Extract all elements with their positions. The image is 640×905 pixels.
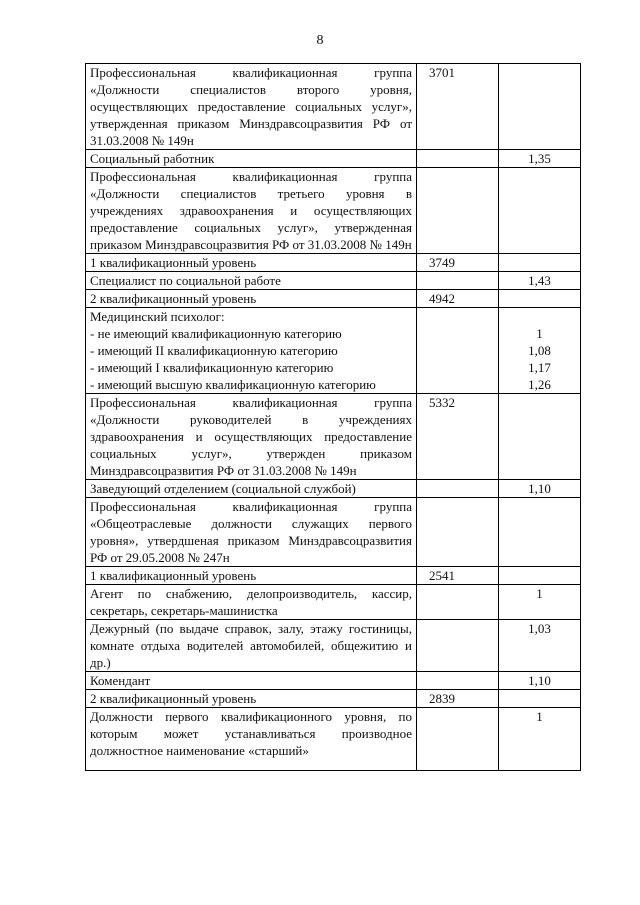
coefficient: 1 bbox=[499, 708, 581, 771]
coefficient: 1,43 bbox=[499, 272, 581, 290]
base-salary: 2541 bbox=[417, 567, 499, 585]
position-name: Профессиональная квалификационная группа «Должности специалистов второго уровня, осуществляющих предоставление социальных услуг», утвержденная приказом Минздравсоцразвития РФ от 31.03.2008 № 149н bbox=[86, 64, 417, 150]
coefficient bbox=[499, 290, 581, 308]
base-salary bbox=[417, 708, 499, 771]
coefficient bbox=[499, 254, 581, 272]
table-row bbox=[86, 690, 581, 708]
table-row bbox=[86, 168, 581, 254]
base-salary bbox=[417, 150, 499, 168]
table-row bbox=[86, 708, 581, 771]
position-name: Дежурный (по выдаче справок, залу, этажу гостиницы, комнате отдыха водителей автомобилей, общежитию и др.) bbox=[86, 620, 417, 672]
position-name: Профессиональная квалификационная группа «Общеотраслевые должности служащих первого уровня», утвердшеная приказом Минздравсоцразвития РФ от 29.05.2008 № 247н bbox=[86, 498, 417, 567]
coefficient: 1,08 bbox=[528, 343, 551, 358]
table-row bbox=[86, 585, 581, 620]
position-name: 2 квалификационный уровень bbox=[86, 290, 417, 308]
table-row bbox=[86, 254, 581, 272]
coefficient: 1,03 bbox=[499, 620, 581, 672]
coefficient bbox=[499, 394, 581, 480]
salary-table bbox=[85, 63, 581, 771]
table-row bbox=[86, 567, 581, 585]
position-name: Заведующий отделением (социальной службой) bbox=[86, 480, 417, 498]
table-row bbox=[86, 498, 581, 567]
base-salary: 3701 bbox=[417, 64, 499, 150]
table-row bbox=[86, 620, 581, 672]
coefficient-list bbox=[499, 308, 581, 394]
position-variant: - имеющий I квалификационную категорию bbox=[90, 360, 334, 375]
page-number: 8 bbox=[316, 33, 324, 48]
base-salary: 4942 bbox=[417, 290, 499, 308]
position-name: 1 квалификационный уровень bbox=[86, 567, 417, 585]
base-salary bbox=[417, 672, 499, 690]
position-name: Социальный работник bbox=[86, 150, 417, 168]
coefficient: 1,17 bbox=[528, 360, 551, 375]
base-salary bbox=[417, 585, 499, 620]
position-name: Должности первого квалификационного уровня, по которым может устанавливаться производное должностное наименование «старший» bbox=[86, 708, 417, 771]
position-name: Агент по снабжению, делопроизводитель, кассир, секретарь, секретарь-машинистка bbox=[86, 585, 417, 620]
position-name-list bbox=[86, 308, 417, 394]
position-name: Профессиональная квалификационная группа «Должности специалистов третьего уровня в учреждениях здравоохранения и осуществляющих предоставление социальных услуг», утвержденная приказом Минздравсоцразвития РФ от 31.03.2008 № 149н bbox=[86, 168, 417, 254]
base-salary: 2839 bbox=[417, 690, 499, 708]
position-name: Профессиональная квалификационная группа «Должности руководителей в учреждениях здравоохранения и осуществляющих предоставление социальных услуг», утвержден приказом Минздравсоцразвития РФ от 31.03.2008 № 149н bbox=[86, 394, 417, 480]
coefficient: 1,10 bbox=[499, 672, 581, 690]
base-salary bbox=[417, 308, 499, 394]
coefficient bbox=[499, 168, 581, 254]
coefficient bbox=[499, 567, 581, 585]
coefficient: 1,10 bbox=[499, 480, 581, 498]
table-row bbox=[86, 150, 581, 168]
table-row bbox=[86, 394, 581, 480]
coefficient: 1,26 bbox=[528, 377, 551, 392]
coefficient: 1,35 bbox=[499, 150, 581, 168]
position-variant: - не имеющий квалификационную категорию bbox=[90, 326, 342, 341]
coefficient: 1 bbox=[499, 585, 581, 620]
position-variant: - имеющий II квалификационную категорию bbox=[90, 343, 338, 358]
table-row bbox=[86, 272, 581, 290]
base-salary bbox=[417, 498, 499, 567]
base-salary: 5332 bbox=[417, 394, 499, 480]
position-name: Комендант bbox=[86, 672, 417, 690]
base-salary bbox=[417, 480, 499, 498]
coefficient bbox=[499, 690, 581, 708]
position-subheading: Медицинский психолог: bbox=[90, 309, 225, 324]
base-salary bbox=[417, 620, 499, 672]
base-salary bbox=[417, 168, 499, 254]
position-name: 1 квалификационный уровень bbox=[86, 254, 417, 272]
position-name: 2 квалификационный уровень bbox=[86, 690, 417, 708]
coefficient bbox=[499, 498, 581, 567]
position-name: Специалист по социальной работе bbox=[86, 272, 417, 290]
base-salary: 3749 bbox=[417, 254, 499, 272]
base-salary bbox=[417, 272, 499, 290]
table-row bbox=[86, 672, 581, 690]
position-variant: - имеющий высшую квалификационную категорию bbox=[90, 377, 376, 392]
coefficient bbox=[499, 64, 581, 150]
table-row bbox=[86, 480, 581, 498]
table-row bbox=[86, 64, 581, 150]
table-row bbox=[86, 308, 581, 394]
table-row bbox=[86, 290, 581, 308]
coefficient: 1 bbox=[536, 326, 543, 341]
